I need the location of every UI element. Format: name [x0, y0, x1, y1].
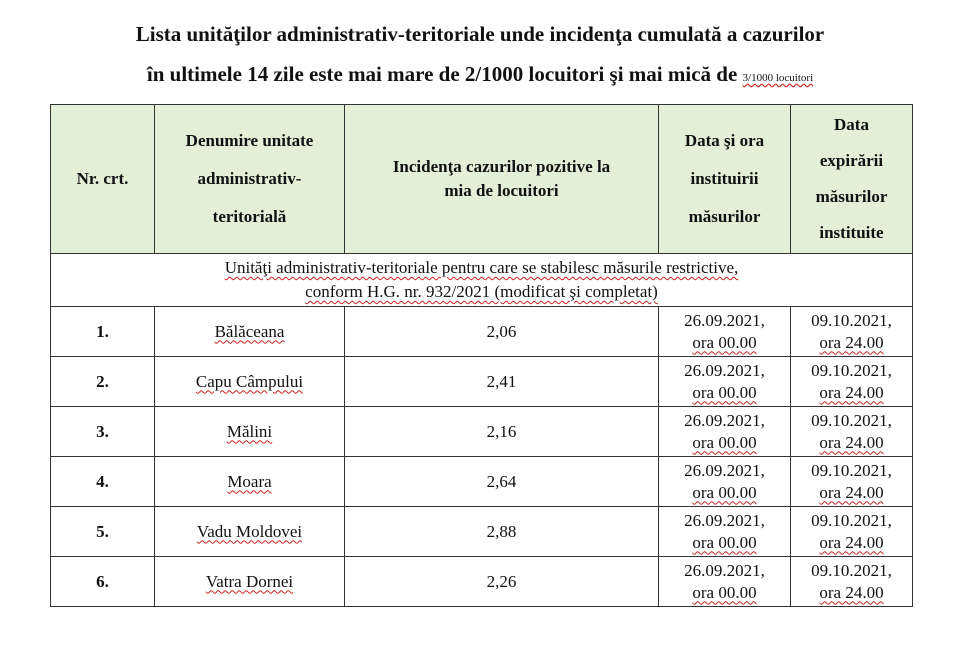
header-name-line: Denumire unitate	[185, 131, 314, 150]
cell-start-time: ora 00.00	[692, 432, 757, 452]
cell-start-time: ora 00.00	[692, 382, 757, 402]
cell-start-date: 26.09.2021,	[684, 310, 765, 330]
table-row	[51, 357, 913, 407]
cell-name	[155, 357, 345, 407]
cell-name	[155, 307, 345, 357]
header-start-line: Data şi ora	[684, 131, 765, 150]
cell-incidence: 2,06	[345, 307, 659, 357]
table-header-row	[51, 105, 913, 254]
cell-name	[155, 407, 345, 457]
cell-nr: 1.	[51, 307, 155, 357]
cell-incidence: 2,16	[345, 407, 659, 457]
cell-name-text: Capu Câmpului	[195, 371, 304, 391]
cell-nr: 4.	[51, 457, 155, 507]
cell-nr: 6.	[51, 557, 155, 607]
uat-table	[50, 104, 913, 607]
cell-name	[155, 507, 345, 557]
cell-end-time: ora 24.00	[819, 382, 884, 402]
cell-start-date: 26.09.2021,	[684, 460, 765, 480]
cell-end	[791, 357, 913, 407]
cell-end-date: 09.10.2021,	[811, 460, 892, 480]
header-end	[791, 105, 913, 254]
table-row	[51, 507, 913, 557]
header-start-line: instituirii	[690, 169, 759, 188]
cell-start	[659, 457, 791, 507]
cell-start-time: ora 00.00	[692, 582, 757, 602]
cell-name	[155, 557, 345, 607]
header-end-line: măsurilor	[815, 187, 888, 206]
cell-end	[791, 307, 913, 357]
cell-start-date: 26.09.2021,	[684, 360, 765, 380]
cell-end	[791, 557, 913, 607]
header-end-line: expirării	[819, 151, 884, 170]
cell-start	[659, 307, 791, 357]
cell-incidence: 2,26	[345, 557, 659, 607]
cell-incidence: 2,64	[345, 457, 659, 507]
cell-end-date: 09.10.2021,	[811, 310, 892, 330]
cell-end-time: ora 24.00	[819, 532, 884, 552]
cell-start	[659, 357, 791, 407]
cell-name-text: Moara	[227, 471, 272, 491]
cell-end-date: 09.10.2021,	[811, 510, 892, 530]
cell-start-date: 26.09.2021,	[684, 560, 765, 580]
header-incidence-line: mia de locuitori	[444, 181, 559, 200]
cell-nr: 2.	[51, 357, 155, 407]
cell-name	[155, 457, 345, 507]
cell-start-time: ora 00.00	[692, 482, 757, 502]
cell-nr: 3.	[51, 407, 155, 457]
document-title-line-2	[0, 62, 960, 90]
cell-name-text: Bălăceana	[214, 321, 285, 341]
cell-start	[659, 557, 791, 607]
cell-start-time: ora 00.00	[692, 532, 757, 552]
cell-end	[791, 507, 913, 557]
cell-end-time: ora 24.00	[819, 582, 884, 602]
cell-end-date: 09.10.2021,	[811, 410, 892, 430]
cell-end-time: ora 24.00	[819, 432, 884, 452]
title-line-2-main: în ultimele 14 zile este mai mare de 2/1000 locuitori şi mai mică de	[146, 62, 743, 86]
table-note	[51, 254, 913, 307]
table-note-line-2: conform H.G. nr. 932/2021 (modificat şi completat)	[305, 282, 658, 301]
table-row	[51, 557, 913, 607]
header-end-line: instituite	[819, 223, 884, 242]
cell-name-text: Mălini	[226, 421, 273, 441]
cell-start-date: 26.09.2021,	[684, 410, 765, 430]
cell-name-text: Vadu Moldovei	[196, 521, 303, 541]
header-name-line: teritorială	[212, 207, 287, 226]
table-note-row	[51, 254, 913, 307]
cell-end-date: 09.10.2021,	[811, 360, 892, 380]
header-name-line: administrativ-	[197, 169, 302, 188]
header-incidence	[345, 105, 659, 254]
table-row	[51, 407, 913, 457]
cell-end	[791, 457, 913, 507]
cell-start	[659, 407, 791, 457]
table-row	[51, 457, 913, 507]
header-start-line: măsurilor	[688, 207, 761, 226]
header-nr: Nr. crt.	[51, 105, 155, 254]
cell-start	[659, 507, 791, 557]
cell-start-time: ora 00.00	[692, 332, 757, 352]
cell-nr: 5.	[51, 507, 155, 557]
header-name	[155, 105, 345, 254]
table-note-line-1: Unităţi administrativ-teritoriale pentru care se stabilesc măsurile restrictive,	[224, 258, 739, 277]
document-title-line-1: Lista unităţilor administrativ-teritoriale unde incidenţa cumulată a cazurilor	[135, 22, 825, 46]
cell-end-time: ora 24.00	[819, 332, 884, 352]
title-line-2-small: 3/1000 locuitori	[742, 72, 814, 84]
header-end-line: Data	[834, 115, 869, 134]
cell-start-date: 26.09.2021,	[684, 510, 765, 530]
cell-incidence: 2,88	[345, 507, 659, 557]
header-start	[659, 105, 791, 254]
header-incidence-line: Incidenţa cazurilor pozitive la	[392, 157, 611, 176]
cell-incidence: 2,41	[345, 357, 659, 407]
cell-end-date: 09.10.2021,	[811, 560, 892, 580]
table-row	[51, 307, 913, 357]
cell-end-time: ora 24.00	[819, 482, 884, 502]
cell-end	[791, 407, 913, 457]
cell-name-text: Vatra Dornei	[205, 571, 294, 591]
